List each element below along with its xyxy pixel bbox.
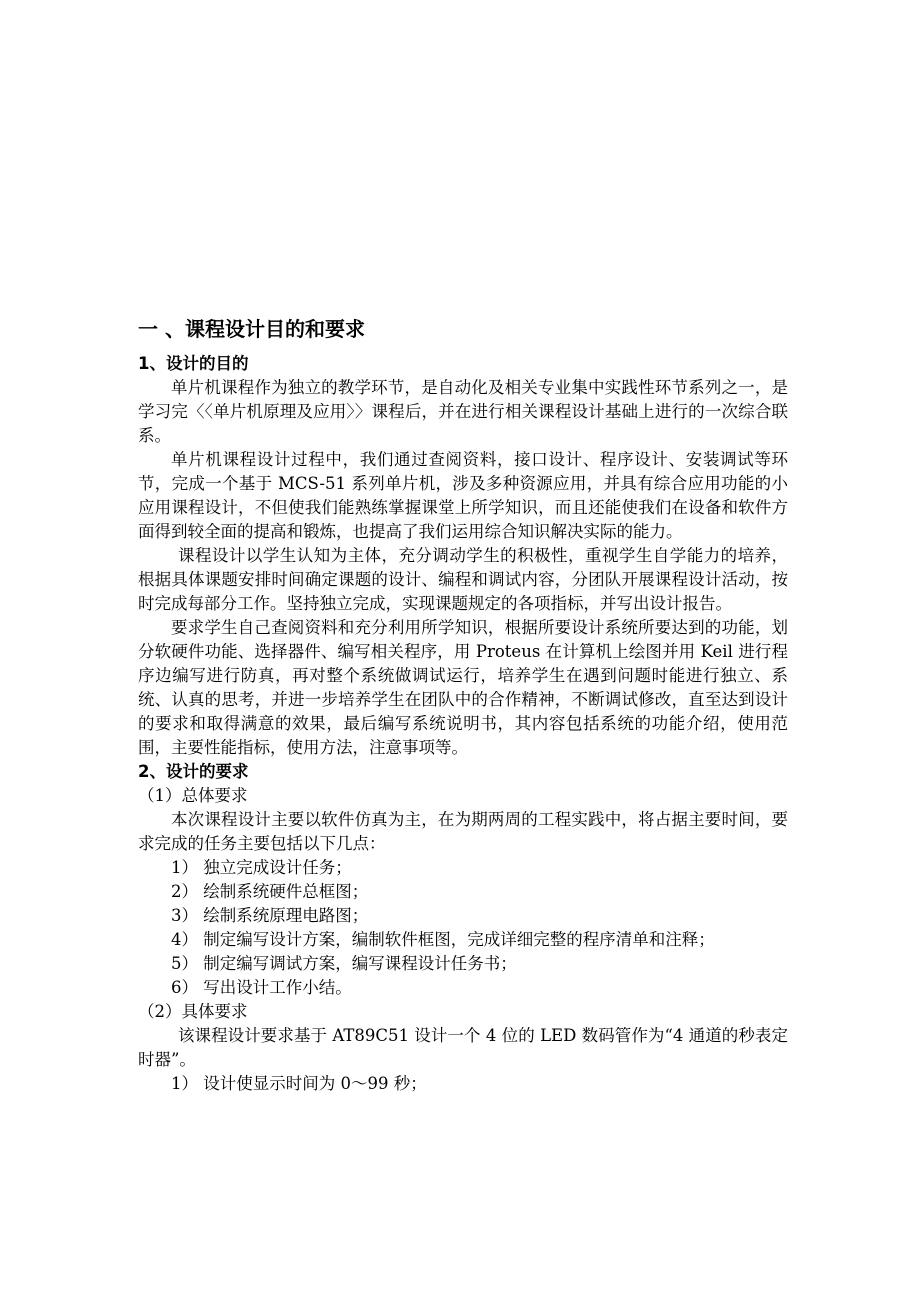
paragraph-1: 单片机课程作为独立的教学环节，是自动化及相关专业集中实践性环节系列之一，是学习完〈〈单片机原理及应用〉〉课程后，并在进行相关课程设计基础上进行的一次综合联系。 xyxy=(138,378,788,445)
specific-requirements-intro: 该课程设计要求基于 AT89C51 设计一个 4 位的 LED 数码管作为“4 通道的秒表定时器”。 xyxy=(138,1026,788,1069)
paragraph-3: 课程设计以学生认知为主体，充分调动学生的积极性，重视学生自学能力的培养，根据具体课题安排时间确定课题的设计、编程和调试内容，分团队开展课程设计活动，按时完成每部分工作。坚持独立完成，实现课题规定的各项指标，并写出设计报告。 xyxy=(138,546,788,613)
specific-requirements-label: （2）具体要求 xyxy=(138,1002,248,1021)
list-item: 3） 绘制系统原理电路图； xyxy=(171,906,369,925)
overall-requirements-label: （1）总体要求 xyxy=(138,786,248,805)
list-item: 4） 制定编写设计方案，编制软件框图，完成详细完整的程序清单和注释； xyxy=(171,930,715,949)
overall-requirements-intro: 本次课程设计主要以软件仿真为主，在为期两周的工程实践中，将占据主要时间，要求完成的任务主要包括以下几点： xyxy=(138,810,788,853)
section-1-title: 1、设计的目的 xyxy=(138,354,249,373)
section-2-title: 2、设计的要求 xyxy=(138,762,249,781)
document-body xyxy=(138,312,788,1096)
page-title: 一 、课程设计目的和要求 xyxy=(138,317,365,341)
list-item: 6） 写出设计工作小结。 xyxy=(171,978,352,997)
list-item: 2） 绘制系统硬件总框图； xyxy=(171,882,369,901)
paragraph-2: 单片机课程设计过程中，我们通过查阅资料，接口设计、程序设计、安装调试等环节，完成一个基于 MCS-51 系列单片机，涉及多种资源应用，并具有综合应用功能的小应用课程设计，不但使我们能熟练掌握课堂上所学知识，而且还能使我们在设备和软件方面得到较全面的提高和锻炼，也提高了我们运用综合知识解决实际的能力。 xyxy=(138,450,788,541)
list-item: 1） 独立完成设计任务； xyxy=(171,858,352,877)
paragraph-4: 要求学生自己查阅资料和充分利用所学知识，根据所要设计系统所要达到的功能，划分软硬件功能、选择器件、编写相关程序，用 Proteus 在计算机上绘图并用 Keil 进行程序边编写进行防真，再对整个系统做调试运行，培养学生在遇到问题时能进行独立、系统、认真的思考，并进一步培养学生在团队中的合作精神，不断调试修改，直至达到设计的要求和取得满意的效果，最后编写系统说明书，其内容包括系统的功能介绍，使用范围，主要性能指标，使用方法，注意事项等。 xyxy=(138,618,788,757)
list-item: 1） 设计使显示时间为 0～99 秒； xyxy=(171,1074,427,1093)
list-item: 5） 制定编写调试方案，编写课程设计任务书； xyxy=(171,954,517,973)
